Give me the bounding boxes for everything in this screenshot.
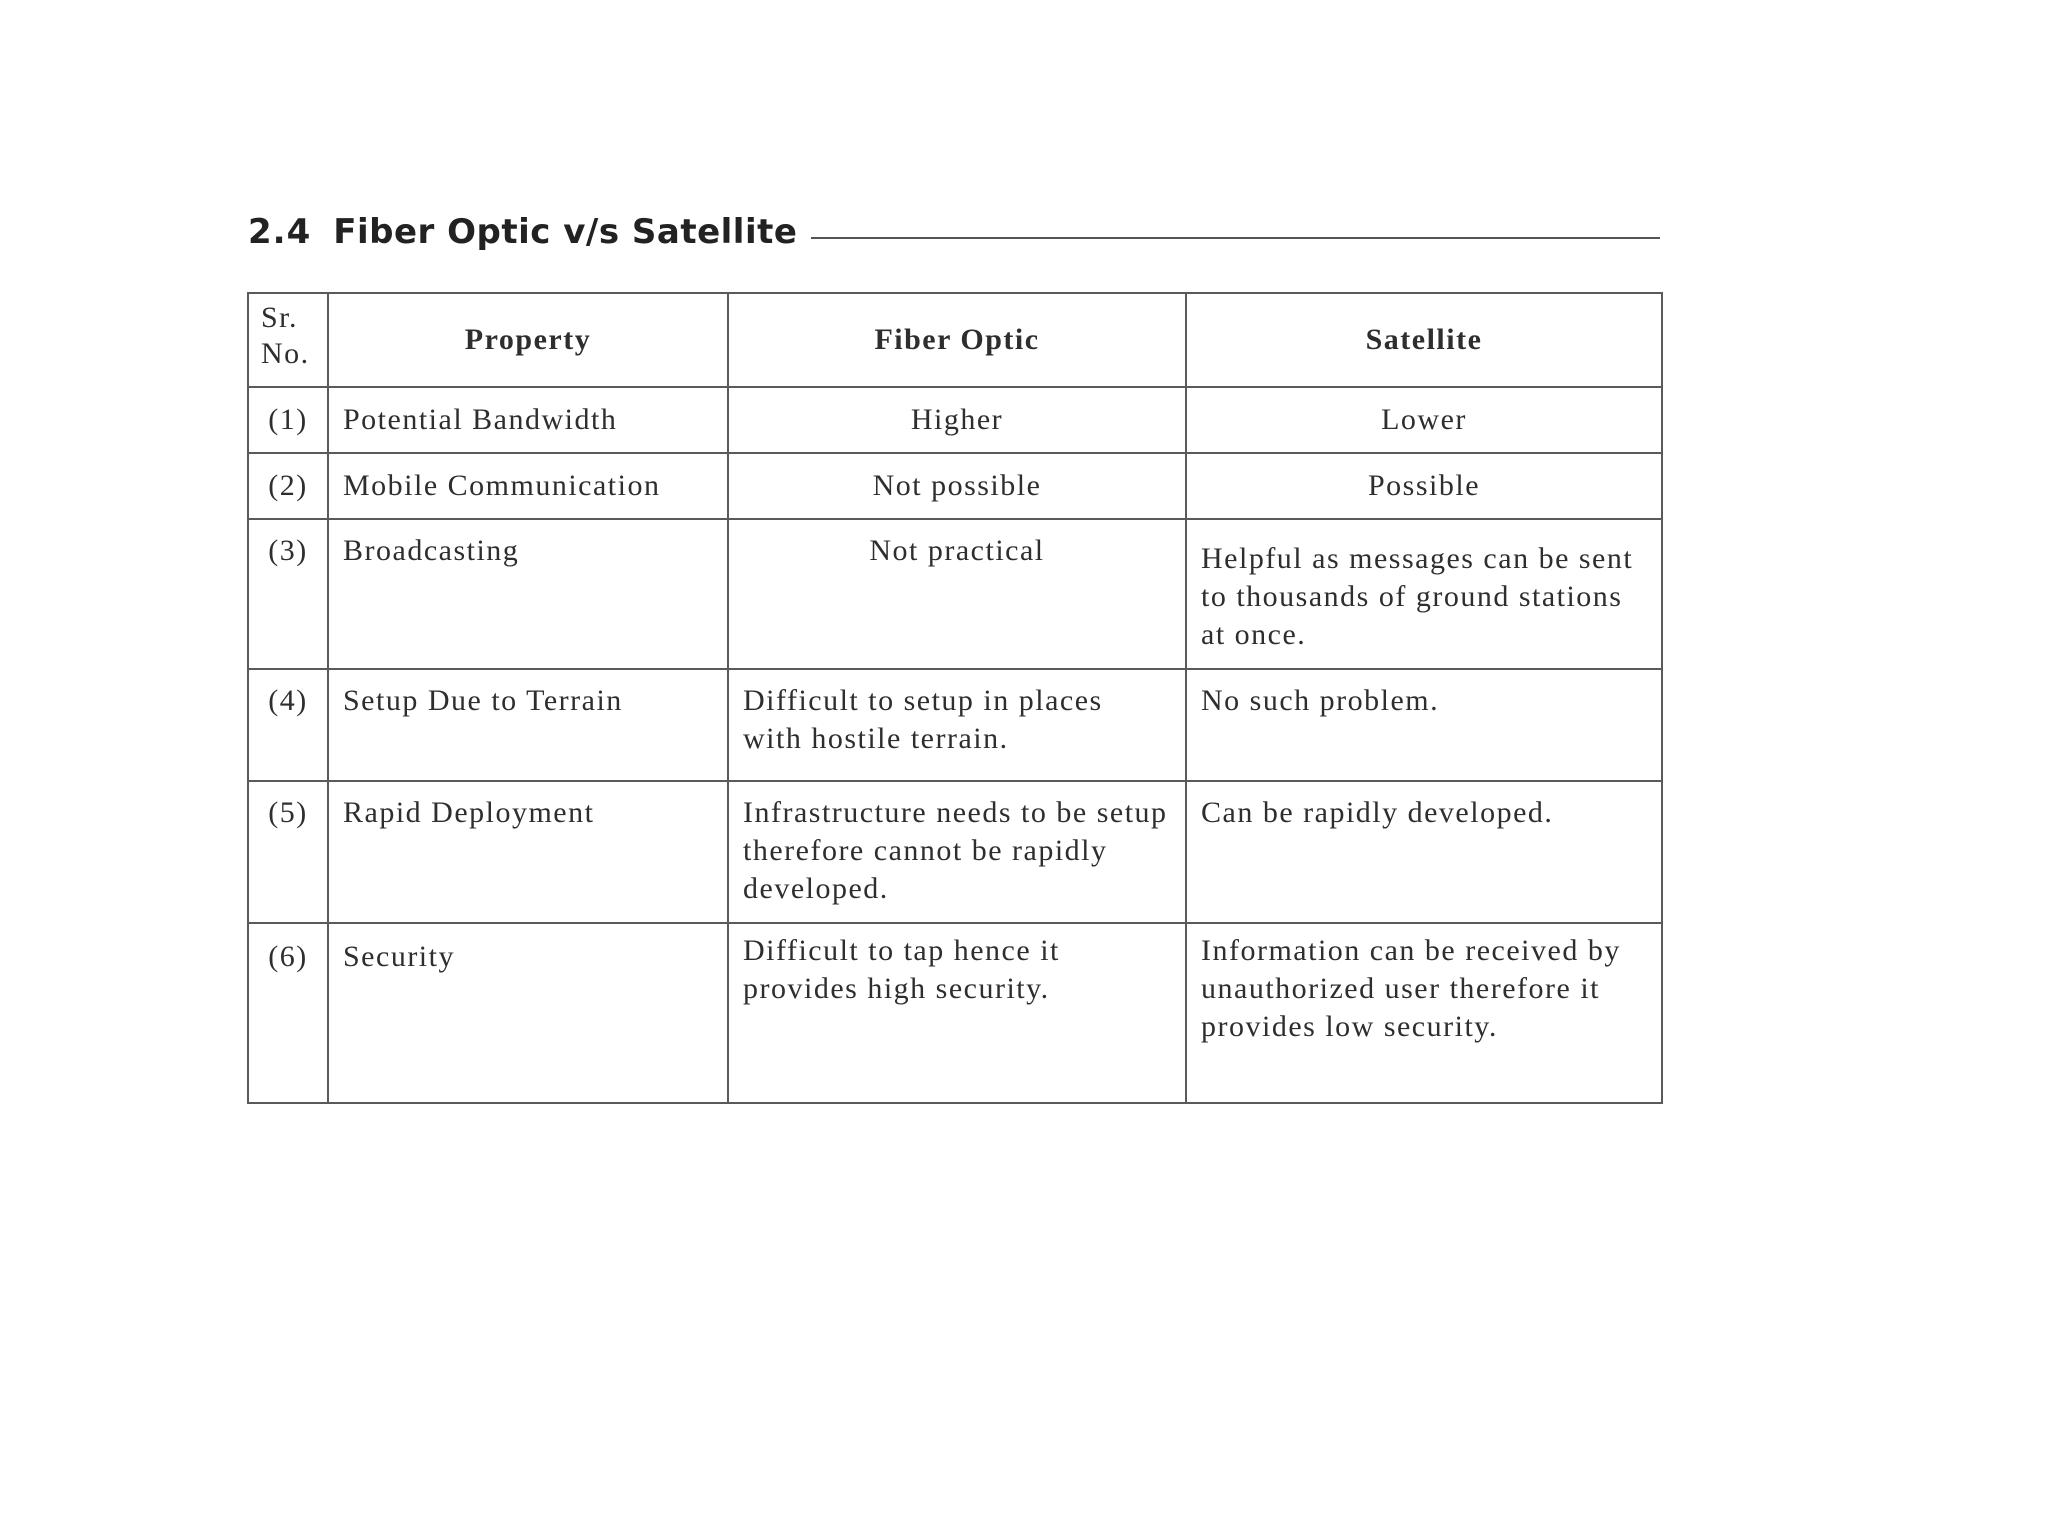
heading-rule — [811, 237, 1660, 239]
row-satellite: Helpful as messages can be sent to thousands of ground stations at once. — [1186, 519, 1662, 669]
header-property: Property — [328, 293, 728, 387]
row-sr: (6) — [248, 923, 328, 1103]
table-row — [248, 923, 1662, 1103]
row-satellite: Information can be received by unauthorized user therefore it provides low security. — [1186, 923, 1662, 1103]
row-sr: (5) — [248, 781, 328, 923]
table-row — [248, 669, 1662, 781]
row-fiber-optic: Higher — [728, 387, 1186, 453]
table-row — [248, 387, 1662, 453]
row-property: Setup Due to Terrain — [328, 669, 728, 781]
header-satellite: Satellite — [1186, 293, 1662, 387]
row-property: Potential Bandwidth — [328, 387, 728, 453]
row-property: Broadcasting — [328, 519, 728, 669]
row-sr: (4) — [248, 669, 328, 781]
row-satellite: Lower — [1186, 387, 1662, 453]
row-fiber-optic: Difficult to tap hence it provides high security. — [728, 923, 1186, 1103]
row-satellite: Possible — [1186, 453, 1662, 519]
section-title: Fiber Optic v/s Satellite — [333, 212, 798, 252]
comparison-table — [247, 292, 1663, 1104]
header-fiber-optic: Fiber Optic — [728, 293, 1186, 387]
row-sr: (2) — [248, 453, 328, 519]
row-satellite: No such problem. — [1186, 669, 1662, 781]
table-header-row — [248, 293, 1662, 387]
row-property: Mobile Communication — [328, 453, 728, 519]
row-property: Security — [328, 923, 728, 1103]
row-satellite: Can be rapidly developed. — [1186, 781, 1662, 923]
row-fiber-optic: Not practical — [728, 519, 1186, 669]
header-sr-no: Sr. No. — [248, 293, 328, 387]
row-sr: (1) — [248, 387, 328, 453]
row-fiber-optic: Not possible — [728, 453, 1186, 519]
table-row — [248, 453, 1662, 519]
table-row — [248, 781, 1662, 923]
table-row — [248, 519, 1662, 669]
row-fiber-optic: Infrastructure needs to be setup therefore cannot be rapidly developed. — [728, 781, 1186, 923]
row-fiber-optic: Difficult to setup in places with hostile terrain. — [728, 669, 1186, 781]
section-number: 2.4 — [248, 212, 312, 252]
row-property: Rapid Deployment — [328, 781, 728, 923]
section-heading — [248, 212, 1660, 252]
row-sr: (3) — [248, 519, 328, 669]
